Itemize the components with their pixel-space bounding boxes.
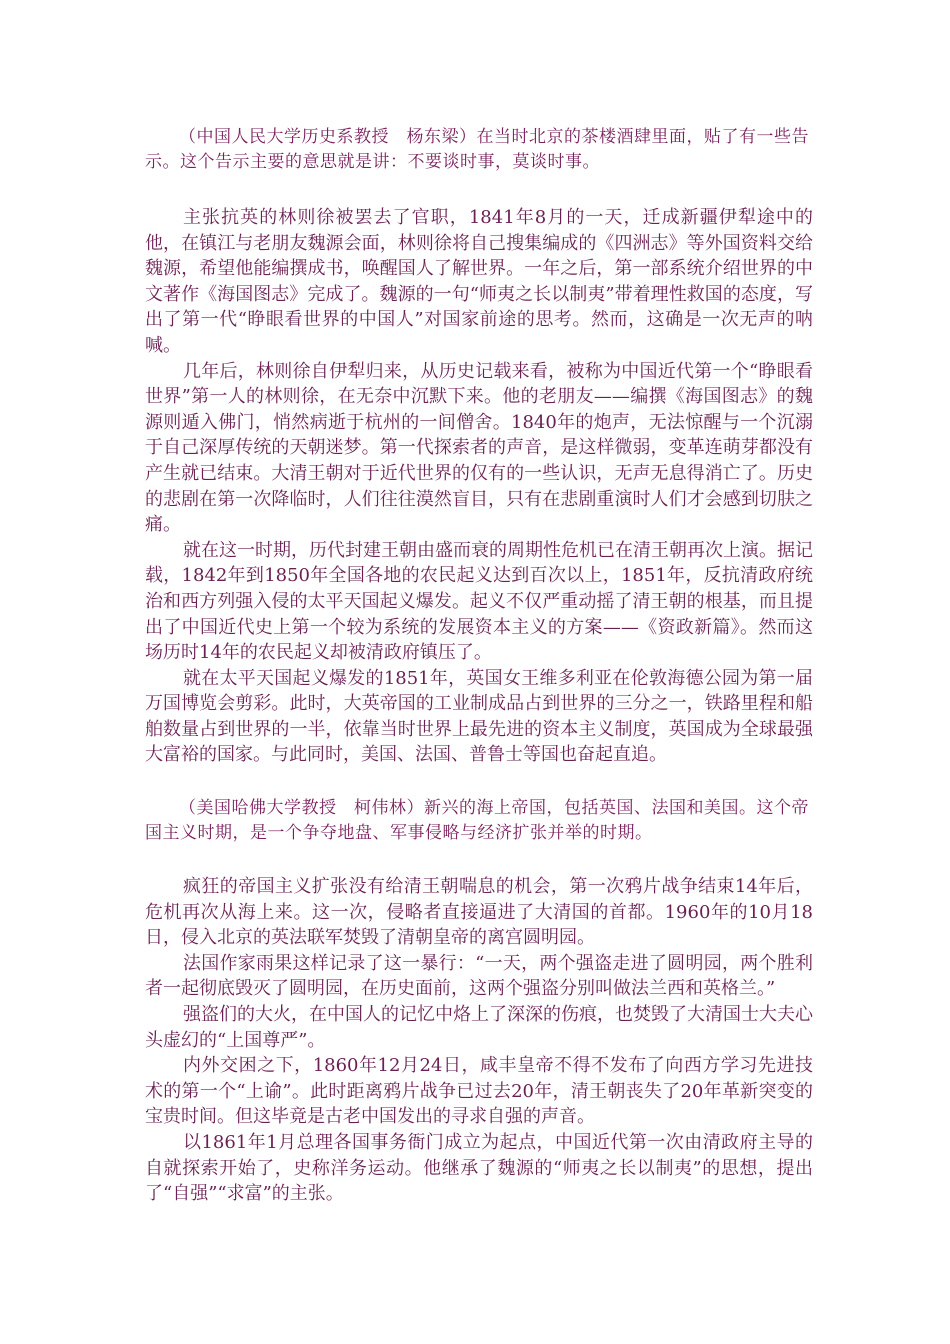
- interview-quote-yang-dongliang: （中国人民大学历史系教授 杨东梁）在当时北京的茶楼酒肆里面，贴了有一些告示。这个告示主要的意思就是讲：不要谈时事，莫谈时事。: [145, 127, 809, 172]
- interview-quote-ke-weilin: （美国哈佛大学教授 柯伟林）新兴的海上帝国，包括英国、法国和美国。这个帝国主义时期，是一个争夺地盘、军事侵略与经济扩张并举的时期。: [145, 798, 809, 843]
- paragraph: 主张抗英的林则徐被罢去了官职，1841年8月的一天，迁成新疆伊犁途中的他，在镇江与老朋友魏源会面，林则徐将自己搜集编成的《四洲志》等外国资料交给魏源，希望他能编撰成书，唤醒国人了解世界。一年之后，第一部系统介绍世界的中文著作《海国图志》完成了。魏源的一句“师夷之长以制夷”带着理性救国的态度，写出了第一代“睁眼看世界的中国人”对国家前途的思考。然而，这确是一次无声的呐喊。: [145, 207, 813, 356]
- paragraph: 内外交困之下，1860年12月24日，咸丰皇帝不得不发布了向西方学习先进技术的第一个“上谕”。此时距离鸦片战争已过去20年，清王朝丧失了20年革新突变的宝贵时间。但这毕竟是古老中国发出的寻求自强的声音。: [145, 1055, 813, 1128]
- paragraph: 几年后，林则徐自伊犁归来，从历史记载来看，被称为中国近代第一个“睁眼看世界”第一人的林则徐，在无奈中沉默下来。他的老朋友——编撰《海国图志》的魏源则遁入佛门，悄然病逝于杭州的一间僧舍。1840年的炮声，无法惊醒与一个沉溺于自己深厚传统的天朝迷梦。第一代探索者的声音，是这样微弱，变革连萌芽都没有产生就已结束。大清王朝对于近代世界的仅有的一些认识，无声无息得消亡了。历史的悲剧在第一次降临时，人们往往漠然盲目，只有在悲剧重演时人们才会感到切肤之痛。: [145, 360, 813, 536]
- narration-section-1: [145, 205, 813, 768]
- paragraph: 疯狂的帝国主义扩张没有给清王朝喘息的机会，第一次鸦片战争结束14年后，危机再次从海上来。这一次，侵略者直接逼进了大清国的首都。1960年的10月18日，侵入北京的英法联军焚毁了清朝皇帝的离宫圆明园。: [145, 876, 813, 949]
- paragraph: 就在太平天国起义爆发的1851年，英国女王维多利亚在伦敦海德公园为第一届万国博览会剪彩。此时，大英帝国的工业制成品占到世界的三分之一，铁路里程和船舶数量占到世界的一半，依靠当时世界上最先进的资本主义制度，英国成为全球最强大富裕的国家。与此同时，美国、法国、普鲁士等国也奋起直追。: [145, 667, 813, 766]
- paragraph: 以1861年1月总理各国事务衙门成立为起点，中国近代第一次由清政府主导的自就探索开始了，史称洋务运动。他继承了魏源的“师夷之长以制夷”的思想，提出了“自强”“求富”的主张。: [145, 1131, 813, 1205]
- paragraph: 就在这一时期，历代封建王朝由盛而衰的周期性危机已在清王朝再次上演。据记载，1842年到1850年全国各地的农民起义达到百次以上，1851年，反抗清政府统治和西方列强入侵的太平天国起义爆发。起义不仅严重动摇了清王朝的根基，而且提出了中国近代史上第一个较为系统的发展资本主义的方案——《资政新篇》。然而这场历时14年的农民起义却被清政府镇压了。: [145, 539, 813, 664]
- paragraph: 强盗们的大火，在中国人的记忆中烙上了深深的伤痕，也焚毁了大清国士大夫心头虚幻的“上国尊严”。: [145, 1003, 813, 1051]
- narration-section-2: [145, 874, 813, 1207]
- paragraph: 法国作家雨果这样记录了这一暴行：“一天，两个强盗走进了圆明园，两个胜利者一起彻底毁灭了圆明园，在历史面前，这两个强盗分别叫做法兰西和英格兰。”: [145, 952, 813, 1000]
